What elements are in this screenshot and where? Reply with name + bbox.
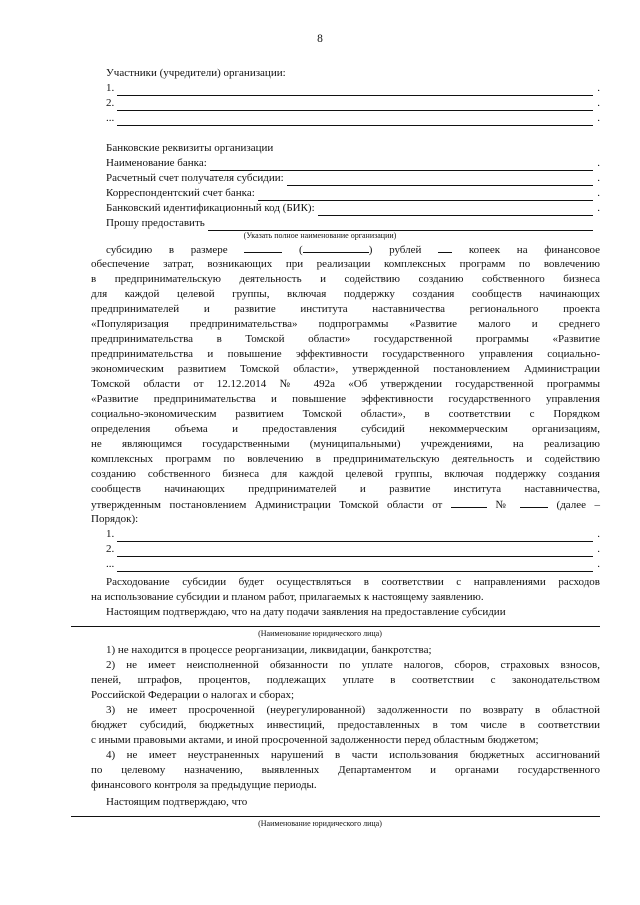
founder-field-2[interactable] <box>117 99 593 111</box>
spending-line-2: на использование субсидии и планом работ, прилагаемых к настоящему заявлению. <box>91 591 484 603</box>
purpose-field-3[interactable] <box>117 560 593 572</box>
purpose-line-3: ... . <box>106 558 600 570</box>
request-line: Прошу предоставить <box>106 216 600 231</box>
condition-4-line-1: 4) не имеет неустраненных нарушений в части использования бюджетных ассигнований <box>106 749 600 761</box>
body-line-9: экономическим развитием Томской области», утвержденной постановлением Администрации <box>91 363 600 375</box>
body-line-2: обеспечение затрат, возникающих при реализации комплексных программ по вовлечению <box>91 258 600 270</box>
corr-account-field[interactable] <box>258 189 593 201</box>
corr-account-line: Корреспондентский счет банка: . <box>106 187 600 199</box>
body-line-17: сообществ начинающих предпринимателей и развитие института наставничества, <box>91 483 600 495</box>
condition-3-line-2: бюджет субсидий, бюджетных инвестиций, предоставленных в том числе в соответствии <box>91 719 600 731</box>
account-line: Расчетный счет получателя субсидии: . <box>106 172 600 184</box>
condition-4-line-3: финансового контроля за предыдущие периоды. <box>91 779 317 791</box>
condition-3-line-3: с иными правовыми актами, и иной просроченной задолженности перед областным бюджетом; <box>91 734 539 746</box>
condition-3-line-1: 3) не имеет просроченной (неурегулированной) задолженности по возврату в областной <box>106 704 600 716</box>
condition-1: 1) не находится в процессе реорганизации, ликвидации, банкротства; <box>106 644 432 656</box>
founder-line-1: 1. . <box>106 82 600 94</box>
bik-line: Банковский идентификационный код (БИК): . <box>106 202 600 214</box>
bank-name-field[interactable] <box>210 159 593 171</box>
page-number: 8 <box>317 33 323 45</box>
legal-entity-field-2[interactable] <box>71 816 600 817</box>
body-line-13: определения объема и предоставления субсидий некоммерческим организациям, <box>91 423 600 435</box>
body-line-8: предпринимательства и повышение эффективности государственного управления социально- <box>91 348 600 360</box>
founder-field-3[interactable] <box>117 114 593 126</box>
body-line-16: созданию собственного бизнеса для каждой целевой группы, включая поддержку создания <box>91 468 600 480</box>
purpose-field-2[interactable] <box>117 545 593 557</box>
spending-line-1: Расходование субсидии будет осуществляться в соответствии с направлениями расходов <box>106 576 600 588</box>
condition-4-line-2: по целевому назначению, выявленных Департаментом и органами государственного <box>91 764 600 776</box>
amount-field[interactable] <box>244 242 282 253</box>
body-line-19: Порядок): <box>91 513 139 525</box>
condition-2-line-3: Российской Федерации о налогах и сборах; <box>91 689 295 701</box>
condition-2-line-1: 2) не имеет неисполненной обязанности по уплате налогов, сборов, страховых взносов, <box>106 659 600 671</box>
body-line-5: предпринимателей и развитие института наставничества регионального проекта <box>91 303 600 315</box>
confirm-line: Настоящим подтверждаю, что на дату подачи заявления на предоставление субсидии <box>106 606 506 618</box>
body-line-4: для каждой целевой группы, включая поддержку создания сообществ начинающих <box>91 288 600 300</box>
founders-heading: Участники (учредители) организации: <box>106 67 286 79</box>
purpose-field-1[interactable] <box>117 530 593 542</box>
account-field[interactable] <box>287 174 593 186</box>
body-line-12: социально-экономическим развитием Томской области», в соответствии с Порядком <box>91 408 600 420</box>
condition-2-line-2: пеней, штрафов, процентов, подлежащих уплате в соответствии с законодательством <box>91 674 600 686</box>
founder-field-1[interactable] <box>117 84 593 96</box>
body-line-18: утвержденным постановлением Администрации Томской области от № (далее – <box>91 499 601 511</box>
body-line-11: «Развитие предпринимательства и повышение эффективности государственного управления <box>91 393 600 405</box>
organization-caption: (Указать полное наименование организации) <box>243 231 397 240</box>
kopecks-field[interactable] <box>438 242 452 253</box>
organization-name-field[interactable] <box>208 219 593 231</box>
body-line-14: не являющимся государственными (муниципальными) учреждениями, на реализацию <box>91 438 600 450</box>
body-line-10: Томской области от 12.12.2014 № 492а «Об утверждении государственной программы <box>91 378 600 390</box>
body-line-6: «Популяризация предпринимательства» подпрограммы «Развитие малого и среднего <box>91 318 600 330</box>
purpose-line-1: 1. . <box>106 528 600 540</box>
bank-heading: Банковские реквизиты организации <box>106 142 274 154</box>
amount-words-field[interactable] <box>303 242 369 253</box>
decree-number-field[interactable] <box>520 497 548 508</box>
legal-entity-caption-2: (Наименование юридического лица) <box>258 819 382 828</box>
legal-entity-caption-1: (Наименование юридического лица) <box>258 629 382 638</box>
legal-entity-field-1[interactable] <box>71 626 600 627</box>
body-line-1: субсидию в размере ( ) рублей копеек на финансовое <box>106 244 600 256</box>
closing-confirm-line: Настоящим подтверждаю, что <box>106 796 248 808</box>
bank-name-line: Наименование банка: . <box>106 157 600 169</box>
founder-line-2: 2. . <box>106 97 600 109</box>
body-line-15: комплексных программ по вовлечению в предпринимательскую деятельность и содействию <box>91 453 600 465</box>
purpose-line-2: 2. . <box>106 543 600 555</box>
body-line-7: предпринимательства в Томской области» государственной программы «Развитие <box>91 333 600 345</box>
founder-line-3: ... . <box>106 112 600 124</box>
body-line-3: в предпринимательскую деятельность и содействию созданию собственного бизнеса <box>91 273 600 285</box>
decree-date-field[interactable] <box>451 497 487 508</box>
bik-field[interactable] <box>318 204 593 216</box>
